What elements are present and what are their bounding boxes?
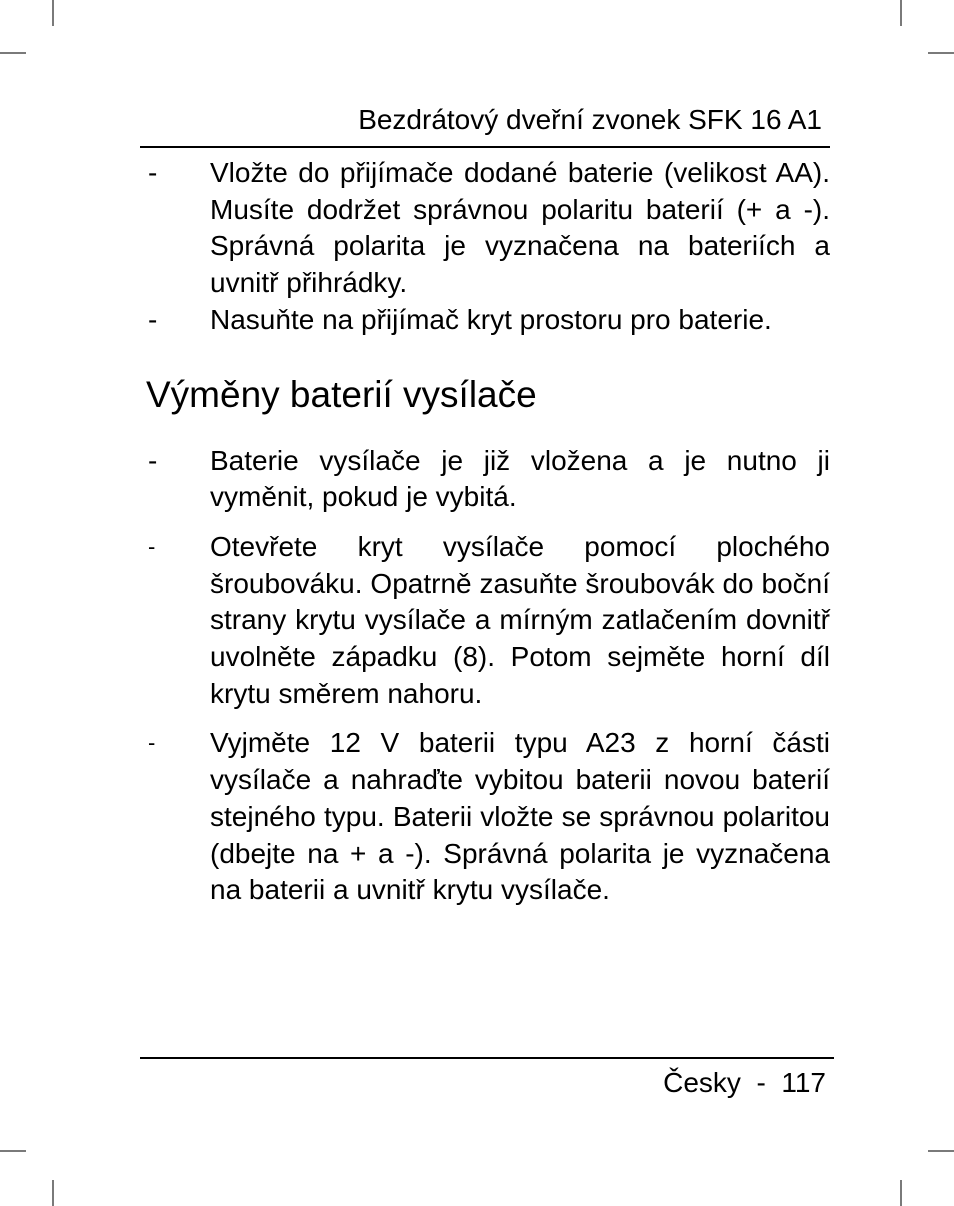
spacer	[146, 712, 830, 725]
crop-mark-top-left-horizontal	[0, 52, 26, 54]
list-item	[146, 302, 830, 339]
crop-mark-bottom-right-vertical	[900, 1180, 902, 1206]
bullet-dash: -	[148, 444, 158, 476]
page-footer	[140, 1057, 834, 1109]
footer-separator: -	[756, 1067, 766, 1098]
list-item	[146, 725, 830, 909]
header-title: Bezdrátový dveřní zvonek SFK 16 A1	[358, 104, 822, 135]
page-number: 117	[781, 1067, 826, 1098]
bullet-dash: -	[148, 533, 156, 559]
footer-text	[663, 1065, 826, 1101]
crop-mark-bottom-left-vertical	[52, 1180, 54, 1206]
crop-mark-top-right-horizontal	[928, 52, 954, 54]
list-item-text: Vložte do přijímače dodané baterie (velikost AA). Musíte dodržet správnou polaritu baterií (+ a -). Správná polarita je vyznačena na bateriích a uvnitř přihrádky.	[210, 157, 830, 299]
list-item-text: Vyjměte 12 V baterii typu A23 z horní části vysílače a nahraďte vybitou baterii novou baterií stejného typu. Baterii vložte se správnou polaritou (dbejte na + a -). Správná polarita je vyznačena na baterii a uvnitř krytu vysílače.	[210, 727, 830, 906]
footer-language: Česky	[663, 1067, 741, 1098]
crop-mark-bottom-right-horizontal	[928, 1150, 954, 1152]
crop-mark-bottom-left-horizontal	[0, 1150, 26, 1152]
page-header	[140, 98, 830, 148]
bullet-dash: -	[148, 730, 156, 756]
spacer	[146, 516, 830, 529]
list-item	[146, 529, 830, 713]
bullet-dash: -	[148, 303, 158, 335]
bullet-dash: -	[148, 157, 158, 188]
list-item	[146, 443, 830, 516]
section-heading: Výměny baterií vysílače	[146, 373, 537, 415]
list-item-text: Otevřete kryt vysílače pomocí plochého šroubováku. Opatrně zasuňte šroubovák do boční strany krytu vysílače a mírným zatlačením dovnitř uvolněte západku (8). Potom sejměte horní díl krytu směrem nahoru.	[210, 530, 830, 709]
crop-mark-top-right-vertical	[900, 0, 902, 26]
crop-mark-top-left-vertical	[52, 0, 54, 26]
list-item-text: Baterie vysílače je již vložena a je nutno ji vyměnit, pokud je vybitá.	[210, 444, 830, 513]
list-item-text: Nasuňte na přijímač kryt prostoru pro baterie.	[210, 303, 772, 335]
page-content	[146, 155, 830, 909]
list-item	[146, 155, 830, 302]
